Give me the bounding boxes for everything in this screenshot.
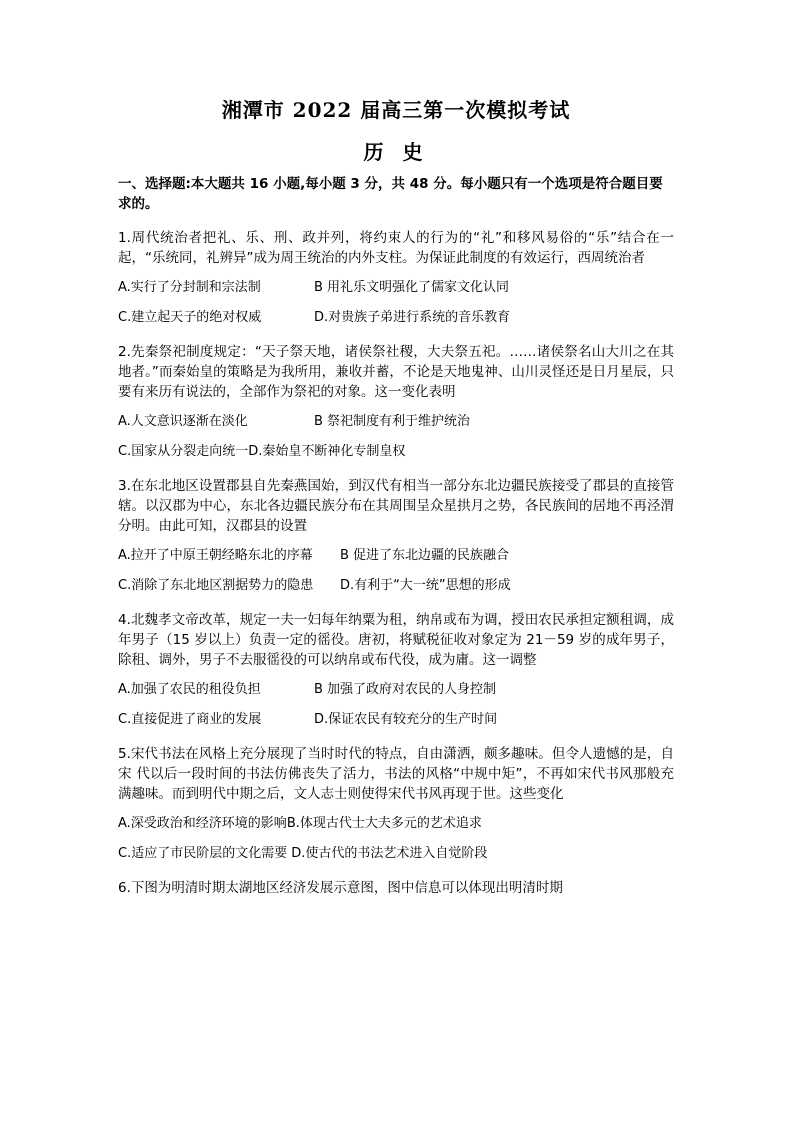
question-5-options-row-1 [118,814,674,834]
question-2-stem: 2.先秦祭祀制度规定：“天子祭天地，诸侯祭社稷，大夫祭五祀。……诸侯祭名山大川之在其地者。”而秦始皇的策略是为我所用，兼收并蓄，不论是天地鬼神、山川灵怪还是日月星辰，只要有来历有说法的，全部作为祭祀的对象。这一变化表明 [118,344,674,400]
question-3-stem: 3.在东北地区设置郡县自先秦燕国始，到汉代有相当一部分东北边疆民族接受了郡县的直接管辖。以汉郡为中心，东北各边疆民族分布在其周围呈众星拱月之势，各民族间的居地不再泾渭分明。由此可知，汉郡县的设置 [118,478,674,534]
section-header: 一、选择题:本大题共 16 小题,每小题 3 分，共 48 分。每小题只有一个选项是符合题目要求的。 [118,176,663,212]
question-3-options-row-1 [118,546,674,566]
question-2-options-row-2 [118,442,674,462]
question-3-option-c: C.消除了东北地区割据势力的隐患 [118,578,314,593]
question-1-option-c: C.建立起天子的绝对权威 [118,310,262,325]
question-1-options-row-1 [118,278,674,298]
question-4-options-row-2 [118,710,674,730]
question-4-stem: 4.北魏孝文帝改革，规定一夫一妇每年纳粟为租，纳帛或布为调，授田农民承担定额租调，成年男子（15 岁以上）负责一定的徭役。唐初，将赋税征收对象定为 21－59 岁的成年男子，除租、调外，男子不去服徭役的可以纳帛或布代役，成为庸。这一调整 [118,612,674,668]
question-1-stem: 1.周代统治者把礼、乐、刑、政并列，将约束人的行为的“礼”和移风易俗的“乐”结合在一起，“乐统同，礼辨异”成为周王统治的内外支柱。为保证此制度的有效运行，西周统治者 [118,230,674,266]
question-3-option-d: D.有利于“大一统”思想的形成 [340,578,511,593]
question-3-option-a: A.拉开了中原王朝经略东北的序幕 [118,548,313,563]
question-5-option-d: D.使古代的书法艺术进入自觉阶段 [291,846,488,861]
question-1-option-a: A.实行了分封制和宗法制 [118,280,261,295]
question-6-stem: 6.下图为明清时期太湖地区经济发展示意图，图中信息可以体现出明清时期 [118,880,563,896]
question-5-option-a: A.深受政治和经济环境的影响 [118,816,287,831]
question-5-options-row-2 [118,844,674,864]
question-4-option-b: B 加强了政府对农民的人身控制 [314,682,497,697]
question-4-options-row-1 [118,680,674,700]
question-4-option-a: A.加强了农民的租役负担 [118,682,261,697]
question-1-options-row-2 [118,308,674,328]
question-3-option-b: B 促进了东北边疆的民族融合 [340,548,510,563]
question-2-option-a: A.人文意识逐渐在淡化 [118,414,248,429]
question-4-option-c: C.直接促进了商业的发展 [118,712,262,727]
question-4-option-d: D.保证农民有较充分的生产时间 [314,712,498,727]
question-5-stem: 5.宋代书法在风格上充分展现了当时时代的特点，自由潇洒，颇多趣味。但令人遗憾的是，自宋 代以后一段时间的书法仿佛丧失了活力，书法的风格“中规中矩”，不再如宋代书风那般充满趣味。而到明代中期之后，文人志士则使得宋代书风再现于世。这些变化 [118,746,674,802]
question-1-option-b: B 用礼乐文明强化了儒家文化认同 [314,280,510,295]
subject-title: 历 史 [363,140,429,164]
question-2-option-b: B 祭祀制度有利于维护统治 [314,414,471,429]
question-2-options-row-1 [118,412,674,432]
question-2-option-d: D.秦始皇不断神化专制皇权 [248,444,406,459]
question-5-option-c: C.适应了市民阶层的文化需要 [118,846,288,861]
question-2-option-c: C.国家从分裂走向统一 [118,444,249,459]
question-3-options-row-2 [118,576,674,596]
question-1-option-d: D.对贵族子弟进行系统的音乐教育 [314,310,511,325]
question-5-option-b: B.体现古代士大夫多元的艺术追求 [286,816,482,831]
exam-title: 湘潭市 2022 届高三第一次模拟考试 [221,98,571,122]
